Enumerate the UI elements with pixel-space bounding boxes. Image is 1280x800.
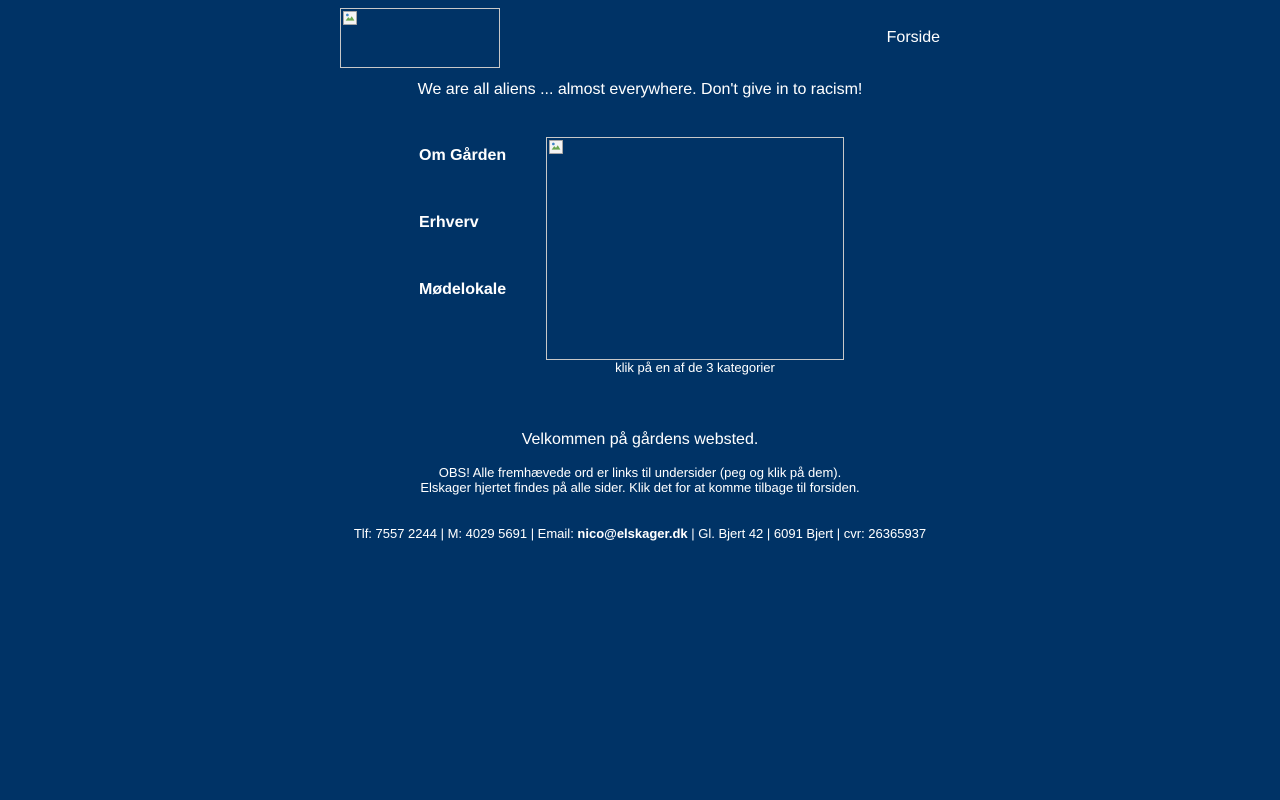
logo-image[interactable] <box>340 8 500 68</box>
contact-phone: Tlf: 7557 2244 | M: 4029 5691 | Email: <box>353 526 578 541</box>
image-caption: klik på en af de 3 kategorier <box>615 360 775 375</box>
main-image[interactable] <box>546 137 844 360</box>
obs-note <box>0 465 1280 495</box>
nav-link-om-garden[interactable]: Om Gården <box>419 147 507 164</box>
obs-line-2: Elskager hjertet findes på alle sider. Klik det for at komme tilbage til forsiden. <box>420 480 860 495</box>
home-link[interactable]: Forside <box>886 29 940 46</box>
obs-line-1: OBS! Alle fremhævede ord er links til undersider (peg og klik på dem). <box>438 465 842 480</box>
nav-link-modelokale[interactable]: Mødelokale <box>419 281 507 298</box>
broken-image-icon <box>549 140 563 154</box>
broken-image-icon <box>343 11 357 25</box>
contact-footer <box>0 526 1280 541</box>
contact-address: | Gl. Bjert 42 | 6091 Bjert | cvr: 26365937 <box>687 526 927 541</box>
email-link[interactable]: nico@elskager.dk <box>577 526 688 541</box>
category-nav <box>419 146 506 347</box>
slogan: We are all aliens ... almost everywhere. Don't give in to racism! <box>417 81 863 98</box>
welcome-text: Velkommen på gårdens websted. <box>521 431 759 448</box>
nav-link-erhverv[interactable]: Erhverv <box>419 214 479 231</box>
